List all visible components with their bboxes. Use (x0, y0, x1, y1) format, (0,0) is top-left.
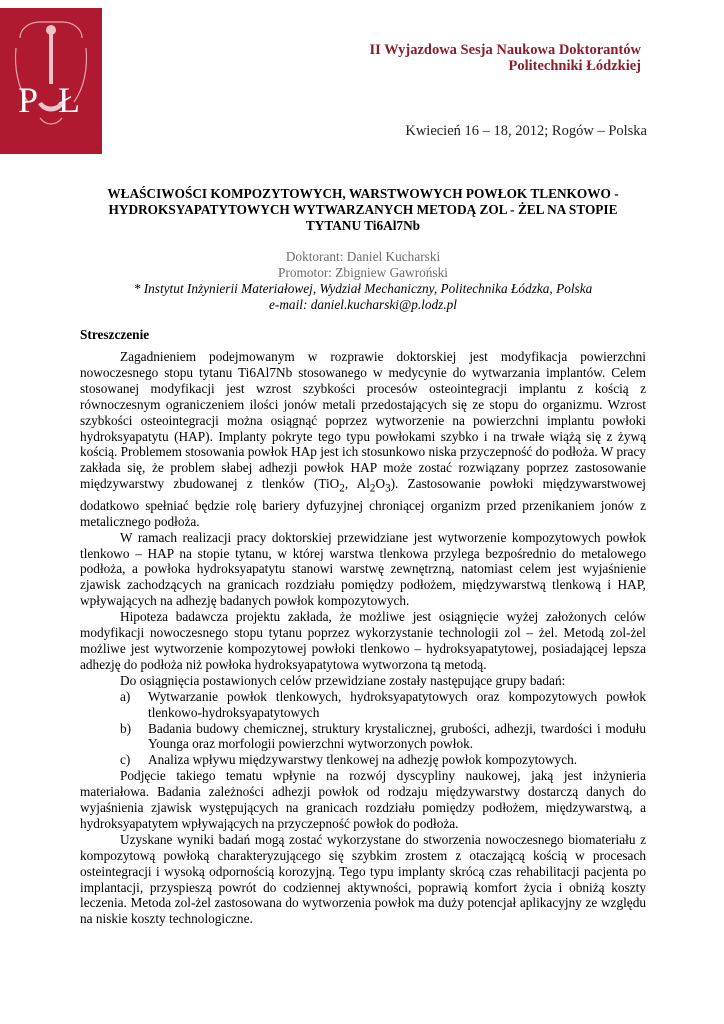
authors-block (80, 249, 646, 313)
logo-letter-l: Ł (58, 80, 80, 120)
paragraph-4: Do osiągnięcia postawionych celów przewidziane zostały następujące grupy badań: (120, 672, 566, 688)
list-item: b) Badania budowy chemicznej, struktury krystalicznej, grubości, adhezji, twardości i modułu Younga oraz morfologii powierzchni wytworzonych powłok. (120, 720, 646, 752)
paper-title: WŁAŚCIWOŚCI KOMPOZYTOWYCH, WARSTWOWYCH POWŁOK TLENKOWO - HYDROKSYAPATYTOWYCH WYTWARZANYCH METODĄ ZOL - ŻEL NA STOPIE TYTANU Ti6Al7Nb (107, 186, 619, 233)
conference-date: Kwiecień 16 – 18, 2012; Rogów – Polska (405, 123, 647, 139)
conference-name: II Wyjazdowa Sesja Naukowa Doktorantów (369, 42, 641, 58)
paragraph-6: Uzyskane wyniki badań mogą zostać wykorzystane do stworzenia nowoczesnego biomateriału z kompozytową powłoką charakteryzującego się szybkim zrostem z otaczającą kością w procesach osteintegracji i wysoką odpornością korozyjną. Tego typu implanty skrócą czas rehabilitacji pacjenta po implantacji, przyspieszą powrót do codziennej aktywności, poprawią komfort życia i obniżą koszty leczenia. Metoda zol-żel zastosowana do wytworzenia powłok ma duży potencjał aplikacyjny ze względu na niskie koszty technologiczne. (80, 831, 646, 927)
list-item: c) Analiza wpływu międzywarstwy tlenkowej na adhezję powłok kompozytowych. (120, 752, 578, 768)
paragraph-1: Zagadnieniem podejmowanym w rozprawie doktorskiej jest modyfikacja powierzchni nowoczesnego stopu tytanu Ti6Al7Nb stosowanego w medycynie do wytwarzania implantów. Celem stosowanej modyfikacji jest wzrost szybkości procesów osteointegracji implantu z kością z równoczesnym ograniczeniem ilości jonów metali przedostających się ze stopu do organizmu. Wzrost szybkości osteointegracji można osiągnąć poprzez wytworzenie na powierzchni implantu powłoki hydroksyapatytu (HAP). Implanty pokryte tego typu powłokami szybko i na trwałe wiążą się z żywą kością. Problemem stosowania powłok HAp jest ich stosunkowo niska przyczepność do podłoża. W pracy zakłada się, że problem słabej adhezji powłok HAP może zostać rozwiązany poprzez zastosowanie międzywarstwy zbudowanej z tlenków (TiO$_2$, $Al_2O_3$). Zastosowanie powłoki międzywarstwowej dodatkowo spełniać będzie rolę bariery dyfuzyjnej chroniącej organizm przed przenikaniem jonów z metalicznego podłoża. (80, 349, 646, 529)
politechnika-lodzka-emblem-icon (0, 8, 102, 154)
section-heading: Streszczenie (80, 327, 150, 342)
paragraph-3: Hipoteza badawcza projektu zakłada, że możliwe jest osiągnięcie wyżej założonych celów modyfikacji nowoczesnego stopu tytanu poprzez wykorzystanie technologii zol – żel. Metodą zol-żel możliwe jest wytworzenie kompozytowej powłoki tlenkowo – hydroksyapatytowej, posiadającej lepsza adhezję do podłoża niż powłoka hydroksyapatytowa wytworzona tą metodą. (80, 609, 646, 672)
paragraph-2: W ramach realizacji pracy doktorskiej przewidziane jest wytworzenie kompozytowych powłok tlenkowo – HAP na stopie tytanu, w której warstwa tlenkowa przylega bezpośrednio do metalowego podłoża, a powłoka hydroksyapatytu stanowi warstwę zewnętrzną, natomiast celem jest wyjaśnienie zjawisk zachodzących na granicach rozdziału pomiędzy podłożem, międzywarstwą tlenkową i HAP, wpływających na adhezję badanych powłok kompozytowych. (80, 529, 646, 609)
university-name: Politechniki Łódzkiej (508, 58, 641, 74)
supervisor: Promotor: Zbigniew Gawroński (278, 265, 448, 280)
paragraph-5: Podjęcie takiego tematu wpłynie na rozwój dyscypliny naukowej, jaką jest inżynieria materiałowa. Badania zależności adhezji powłok od rodzaju międzywarstwy dostarczą danych do wyjaśnienia zjawisk występujących na granicach rozdziału pomiędzy podłożem, międzywarstwą, a hydroksyapatytem wpływających na przyczepność powłok do podłoża. (80, 768, 646, 831)
logo-letter-p: P (18, 80, 39, 120)
email: e-mail: daniel.kucharski@p.lodz.pl (268, 297, 457, 312)
affiliation: * Instytut Inżynierii Materiałowej, Wydział Mechaniczny, Politechnika Łódzka, Polska (133, 281, 593, 296)
university-logo (0, 8, 102, 154)
abstract-body (80, 349, 646, 927)
list-item: a) Wytwarzanie powłok tlenkowych, hydroksyapatytowych oraz kompozytowych powłok tlenkowo-hydroksyapatytowych (120, 688, 646, 720)
doctoral-student: Doktorant: Daniel Kucharski (285, 249, 441, 264)
research-tasks-list (80, 689, 646, 769)
